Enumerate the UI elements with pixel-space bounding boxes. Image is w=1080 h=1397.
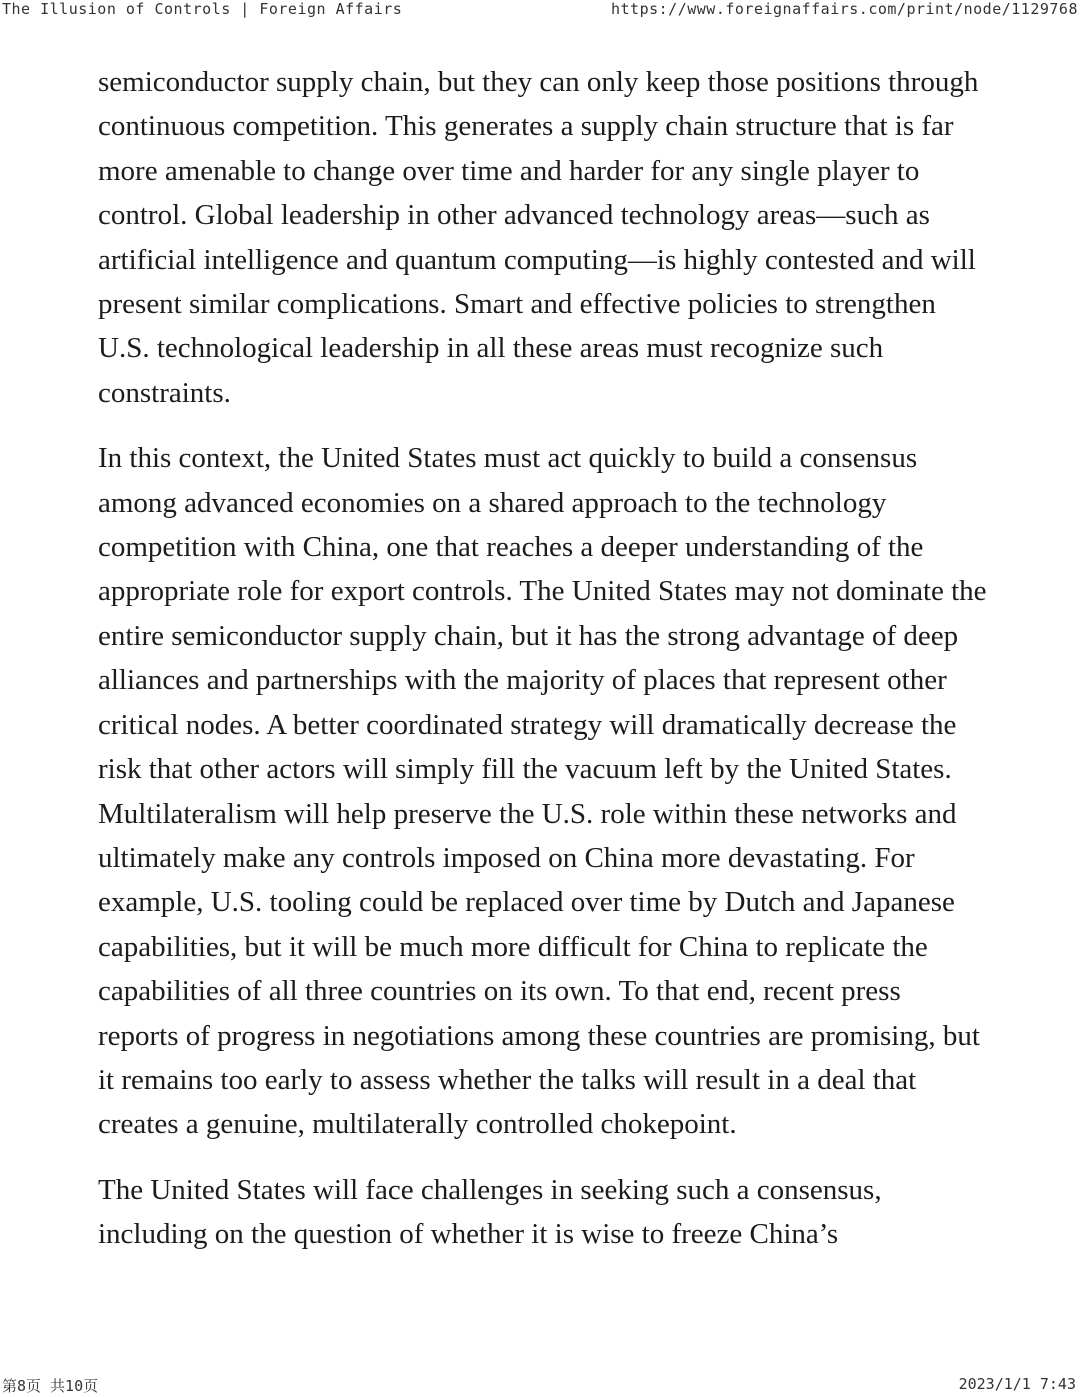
print-timestamp: 2023/1/1 7:43 xyxy=(958,1375,1076,1393)
article-paragraph: semiconductor supply chain, but they can only keep those positions through continuous competition. This generates a supply chain structure that is far more amenable to change over time and harder for any single player to control. Global leadership in other advanced technology areas—such as artificial intelligence and quantum computing—is highly contested and will present similar complications. Smart and effective policies to strengthen U.S. technological leadership in all these areas must recognize such constraints. xyxy=(98,66,979,409)
print-footer xyxy=(0,1373,1080,1397)
page-indicator: 第8页 共10页 xyxy=(2,1377,99,1395)
print-header xyxy=(0,0,1080,22)
page-url: https://www.foreignaffairs.com/print/node/1129768 xyxy=(610,0,1078,18)
article-paragraph: The United States will face challenges in seeking such a consensus, including on the question of whether it is wise to freeze China’s xyxy=(98,1173,882,1251)
page-title: The Illusion of Controls | Foreign Affairs xyxy=(2,0,403,18)
article-body xyxy=(98,60,988,1278)
article-paragraph: In this context, the United States must act quickly to build a consensus among advanced economies on a shared approach to the technology competition with China, one that reaches a deeper understanding of the appropriate role for export controls. The United States may not dominate the entire semiconductor supply chain, but it has the strong advantage of deep alliances and partnerships with the majority of places that represent other critical nodes. A better coordinated strategy will dramatically decrease the risk that other actors will simply fill the vacuum left by the United States. Multilateralism will help preserve the U.S. role within these networks and ultimately make any controls imposed on China more devastating. For example, U.S. tooling could be replaced over time by Dutch and Japanese capabilities, but it will be much more difficult for China to replicate the capabilities of all three countries on its own. To that end, recent press reports of progress in negotiations among these countries are promising, but it remains too early to assess whether the talks will result in a deal that creates a genuine, multilaterally controlled chokepoint. xyxy=(98,442,987,1141)
